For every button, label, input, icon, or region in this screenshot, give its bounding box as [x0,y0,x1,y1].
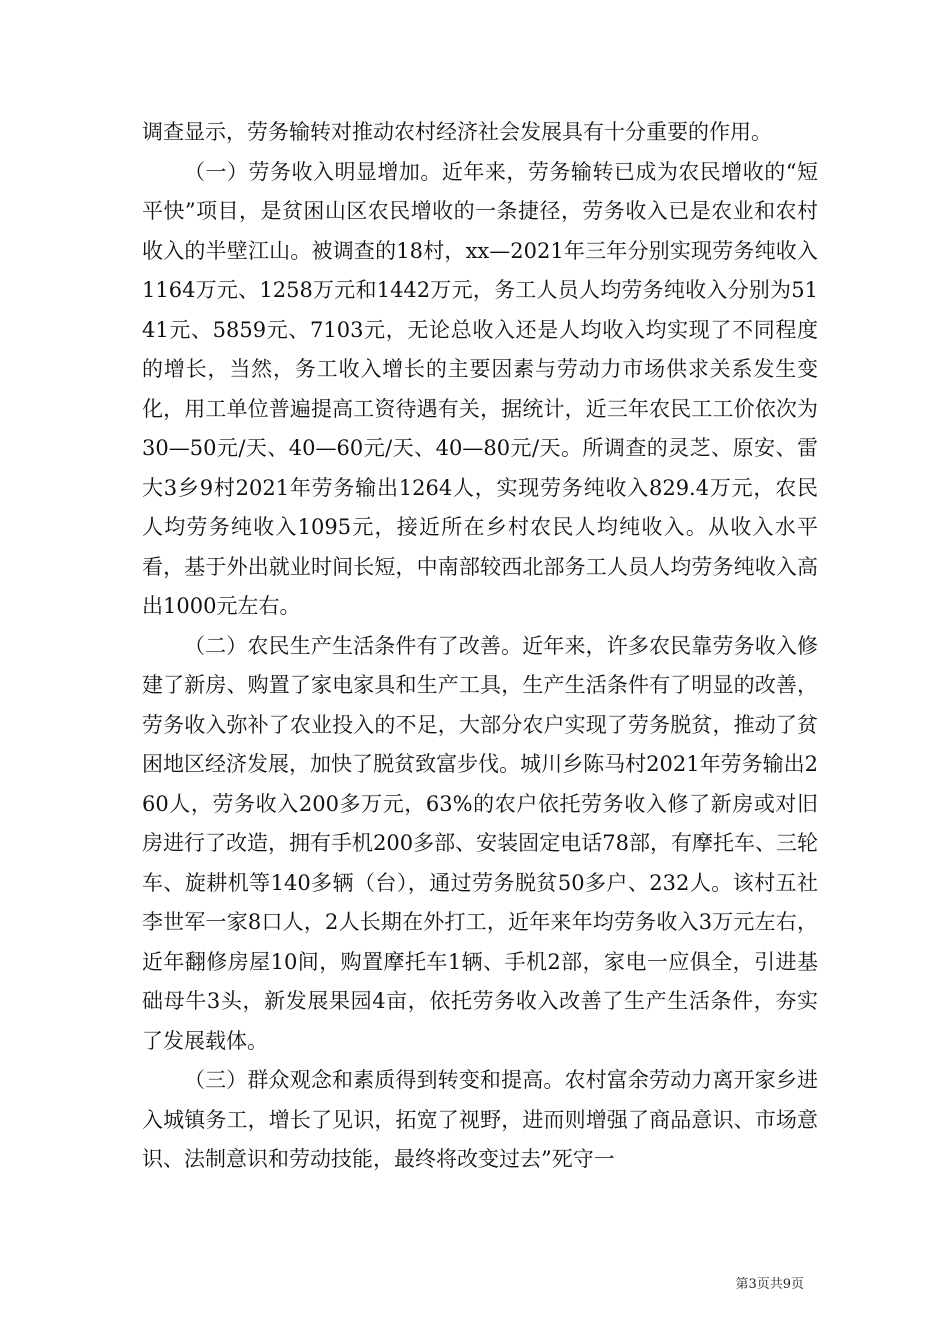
paragraph-section-2: （二）农民生产生活条件有了改善。近年来，许多农民靠劳务收入修建了新房、购置了家电家具和生产工具，生产生活条件有了明显的改善，劳务收入弥补了农业投入的不足，大部分农户实现了劳务脱贫，推动了贫困地区经济发展，加快了脱贫致富步伐。城川乡陈马村2021年劳务输出260人，劳务收入200多万元，63%的农户依托劳务收入修了新房或对旧房进行了改造，拥有手机200多部、安装固定电话78部，有摩托车、三轮车、旋耕机等140多辆（台），通过劳务脱贫50多户、232人。该村五社李世军一家8口人，2人长期在外打工，近年来年均劳务收入3万元左右，近年翻修房屋10间，购置摩托车1辆、手机2部，家电一应俱全，引进基础母牛3头，新发展果园4亩，依托劳务收入改善了生产生活条件，夯实了发展载体。 [142,633,818,1053]
page-number-footer: 第3页共9页 [735,1277,804,1292]
paragraph-section-3: （三）群众观念和素质得到转变和提高。农村富余劳动力离开家乡进入城镇务工，增长了见识，拓宽了视野，进而则增强了商品意识、市场意识、法制意识和劳动技能，最终将改变过去”死守一 [142,1068,818,1171]
paragraph-intro: 调查显示，劳务输转对推动农村经济社会发展具有十分重要的作用。 [142,120,772,144]
paragraph-section-1: （一）劳务收入明显增加。近年来，劳务输转已成为农民增收的“短平快”项目，是贫困山区农民增收的一条捷径，劳务收入已是农业和农村收入的半壁江山。被调查的18村，xx—2021年三年分别实现劳务纯收入1164万元、1258万元和1442万元，务工人员人均劳务纯收入分别为5141元、5859元、7103元，无论总收入还是人均收入均实现了不同程度的增长，当然，务工收入增长的主要因素与劳动力市场供求关系发生变化，用工单位普遍提高工资待遇有关，据统计，近三年农民工工价依次为30—50元/天、40—60元/天、40—80元/天。所调查的灵芝、原安、雷大3乡9村2021年劳务输出1264人，实现劳务纯收入829.4万元，农民人均劳务纯收入1095元，接近所在乡村农民人均纯收入。从收入水平看，基于外出就业时间长短，中南部较西北部务工人员人均劳务纯收入高出1000元左右。 [142,159,818,618]
document-body [142,113,818,1180]
